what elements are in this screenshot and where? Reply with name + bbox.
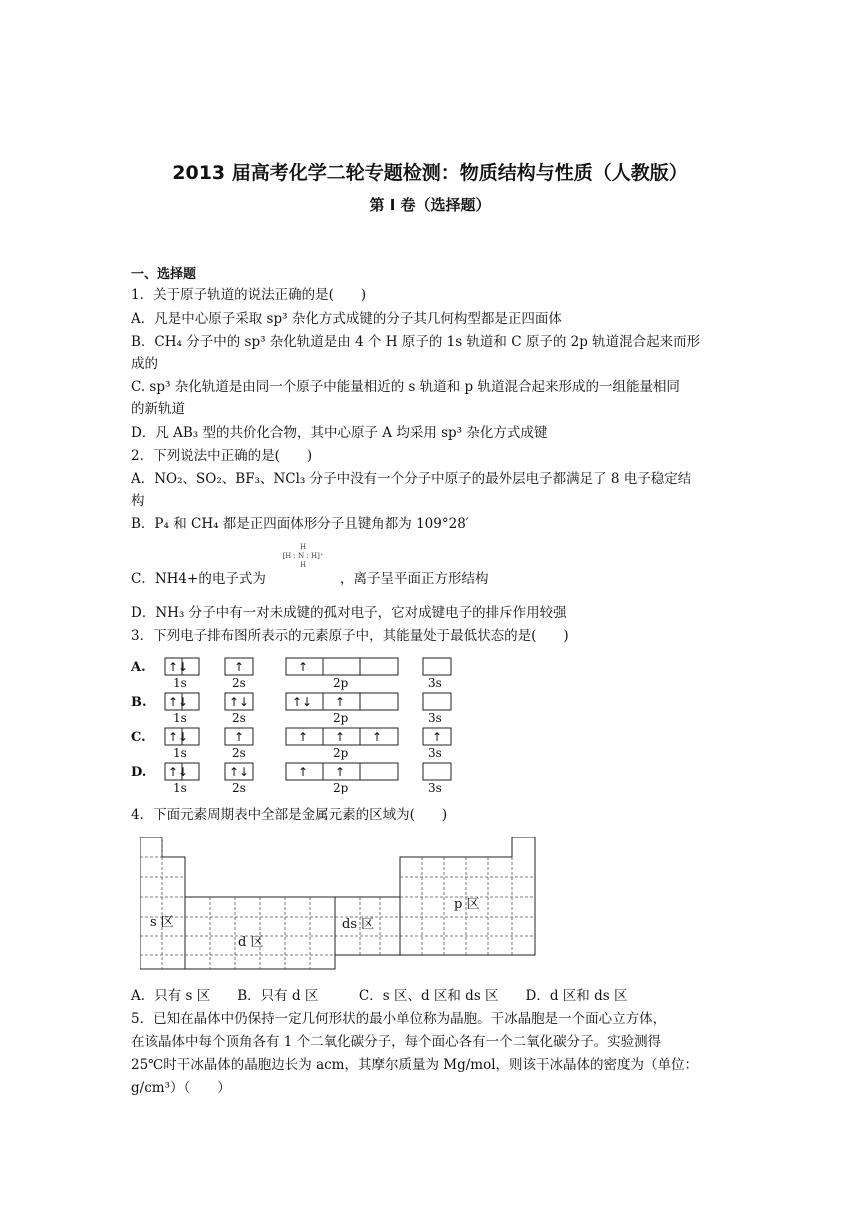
q2-option-c-suffix: ，离子呈平面正方形结构 (340, 571, 489, 587)
q3-label-c: C. (131, 730, 146, 745)
svg-text:↑: ↑ (335, 730, 346, 744)
ammonium-lewis-structure (268, 543, 338, 583)
region-d-label: d 区 (238, 935, 264, 950)
q3-label-b: B. (131, 695, 147, 710)
label-3s-c: 3s (428, 746, 442, 760)
label-1s-a: 1s (173, 676, 187, 690)
q3-label-a: A. (131, 660, 146, 675)
label-2p-b: 2p (333, 711, 349, 725)
region-p-label: p 区 (454, 897, 480, 912)
q4-choices: A．只有 s 区 B．只有 d 区 C．s 区、d 区和 ds 区 D．d 区和 ds 区 (131, 988, 628, 1004)
page-subtitle: 第 I 卷（选择题） (369, 196, 491, 214)
lewis-middle: [H : N : H]⁺ (282, 552, 324, 560)
label-2s-c: 2s (232, 746, 246, 760)
svg-text:↑↓: ↑↓ (168, 730, 189, 744)
orbital-diagram (128, 654, 458, 794)
label-2s-d: 2s (232, 781, 246, 794)
q5-line1: 5．已知在晶体中仍保持一定几何形状的最小单位称为晶胞。干冰晶胞是一个面心立方体， (131, 1011, 667, 1027)
lewis-top: H (299, 543, 307, 551)
q2-stem: 2．下列说法中正确的是( ) (131, 448, 313, 464)
svg-text:↑: ↑ (335, 695, 346, 709)
page-title: 2013 届高考化学二轮专题检测：物质结构与性质（人教版） (172, 162, 688, 184)
section-heading: 一、选择题 (131, 267, 197, 282)
periodic-table-diagram (140, 837, 540, 972)
q2-option-d: D．NH₃ 分子中有一对未成键的孤对电子，它对成键电子的排斥作用较强 (131, 605, 567, 621)
q1-option-b-line1: B．CH₄ 分子中的 sp³ 杂化轨道是由 4 个 H 原子的 1s 轨道和 C 原子的 2p 轨道混合起来而形 (131, 334, 701, 350)
svg-text:↑↓: ↑↓ (168, 765, 189, 779)
label-1s-d: 1s (173, 781, 187, 794)
svg-text:↑: ↑ (372, 730, 383, 744)
label-3s-b: 3s (428, 711, 442, 725)
q2-option-c-prefix: C．NH4+的电子式为 (131, 571, 266, 587)
label-2s-b: 2s (232, 711, 246, 725)
label-3s-a: 3s (428, 676, 442, 690)
q2-option-b: B．P₄ 和 CH₄ 都是正四面体形分子且键角都为 109°28′ (131, 516, 469, 532)
svg-text:↑: ↑ (298, 730, 309, 744)
q5-line3: 25℃时干冰晶体的晶胞边长为 acm，其摩尔质量为 Mg/mol，则该干冰晶体的密度为（单位： (131, 1057, 699, 1073)
label-3s-d: 3s (428, 781, 442, 794)
label-2s-a: 2s (232, 676, 246, 690)
q5-line2: 在该晶体中每个顶角各有 1 个二氧化碳分子，每个面心各有一个二氧化碳分子。实验测得 (131, 1034, 662, 1050)
q2-option-a-line1: A．NO₂、SO₂、BF₃、NCl₃ 分子中没有一个分子中原子的最外层电子都满足了 8 电子稳定结 (131, 471, 692, 487)
q2-option-a-line2: 构 (131, 493, 145, 509)
svg-text:↑↓: ↑↓ (229, 765, 250, 779)
q1-option-c-line2: 的新轨道 (131, 401, 185, 417)
svg-text:↑↓: ↑↓ (168, 695, 189, 709)
q4-stem: 4．下面元素周期表中全部是金属元素的区域为( ) (131, 807, 448, 823)
label-2p-a: 2p (333, 676, 349, 690)
label-2p-d: 2p (333, 781, 349, 794)
svg-text:↑: ↑ (298, 660, 309, 674)
label-1s-b: 1s (173, 711, 187, 725)
svg-text:↑: ↑ (234, 730, 245, 744)
q1-option-d: D．凡 AB₃ 型的共价化合物，其中心原子 A 均采用 sp³ 杂化方式成键 (131, 425, 548, 441)
q1-option-c-line1: C. sp³ 杂化轨道是由同一个原子中能量相近的 s 轨道和 p 轨道混合起来形成的一组能量相同 (131, 379, 680, 395)
svg-text:↑: ↑ (298, 765, 309, 779)
svg-text:↑↓: ↑↓ (229, 695, 250, 709)
q1-stem: 1．关于原子轨道的说法正确的是( ) (131, 287, 367, 303)
q5-line4: g/cm³）（ ） (131, 1080, 231, 1096)
q1-option-b-line2: 成的 (131, 356, 158, 372)
q1-option-a: A．凡是中心原子采取 sp³ 杂化方式成键的分子其几何构型都是正四面体 (131, 311, 562, 327)
svg-text:↑: ↑ (335, 765, 346, 779)
svg-text:↑↓: ↑↓ (168, 660, 189, 674)
q3-label-d: D. (131, 765, 147, 780)
lewis-bottom: H (299, 561, 307, 569)
svg-text:↑: ↑ (234, 660, 245, 674)
region-ds-label: ds 区 (342, 917, 375, 932)
q3-stem: 3．下列电子排布图所表示的元素原子中，其能量处于最低状态的是( ) (131, 628, 569, 644)
label-2p-c: 2p (333, 746, 349, 760)
svg-text:↑: ↑ (432, 730, 443, 744)
region-s-label: s 区 (150, 915, 174, 930)
label-1s-c: 1s (173, 746, 187, 760)
svg-text:↑↓: ↑↓ (292, 695, 313, 709)
